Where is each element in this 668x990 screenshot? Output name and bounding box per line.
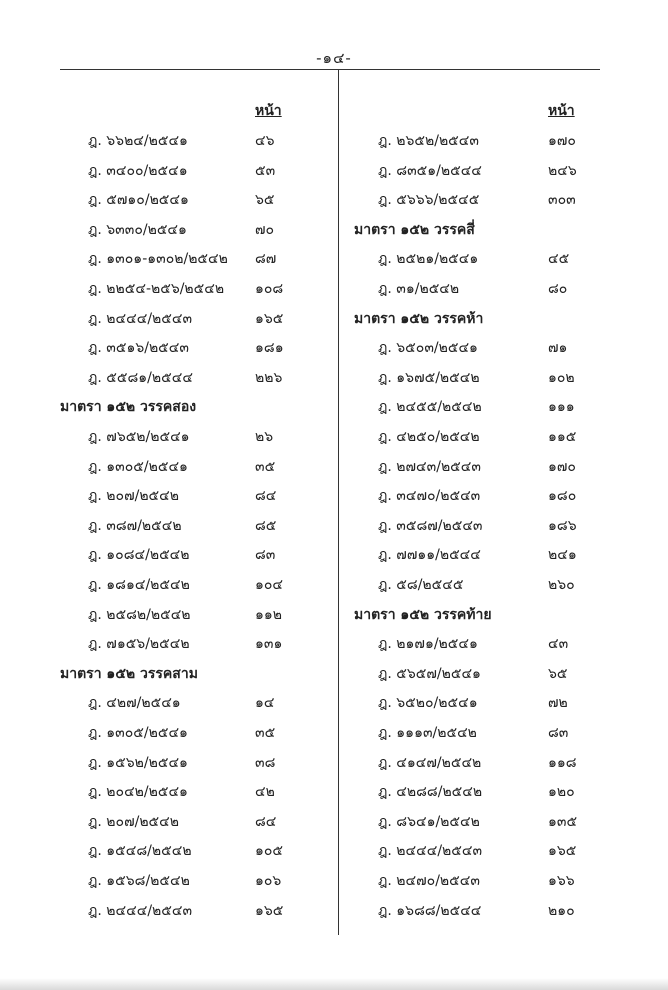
page-ref: ๑๘๖ [548, 517, 577, 534]
section-heading: มาตรา ๑๕๒ วรรคสี่ [354, 221, 475, 238]
page-ref: ๔๖ [255, 133, 275, 149]
column-divider [338, 70, 339, 935]
case-reference: ฎ. ๓๕๑๖/๒๕๔๓ [88, 340, 189, 357]
page-ref: ๑๖๕ [548, 843, 577, 860]
case-reference: ฎ. ๒๗๔๓/๒๕๔๓ [378, 458, 481, 475]
page-ref: ๑๓๑ [255, 636, 283, 653]
header-rule [60, 69, 600, 70]
page-ref: ๘๕ [255, 517, 277, 534]
page-ref: ๑๐๔ [255, 577, 284, 593]
case-reference: ฎ. ๘๖๔๑/๒๕๔๒ [378, 813, 480, 830]
case-reference: ฎ. ๕๖๕๗/๒๕๔๑ [378, 665, 481, 682]
page-ref: ๒๖๐ [548, 577, 575, 593]
page-ref: ๑๓๕ [548, 813, 578, 830]
right-page-header: หน้า [548, 103, 575, 119]
page-ref: ๑๔ [255, 695, 275, 712]
case-reference: ฎ. ๑๖๘๘/๒๕๔๔ [378, 902, 482, 919]
page-ref: ๑๘๐ [548, 488, 577, 505]
case-reference: ฎ. ๑๓๐๑-๑๓๐๒/๒๕๔๒ [88, 251, 228, 268]
page-ref: ๘๓ [548, 725, 569, 741]
page-ref: ๗๑ [548, 340, 568, 357]
section-heading: มาตรา ๑๕๒ วรรคห้า [354, 310, 484, 327]
case-reference: ฎ. ๖๕๐๓/๒๕๔๑ [378, 340, 478, 357]
page-ref: ๒๑๐ [548, 902, 575, 919]
case-reference: ฎ. ๕๗๑๐/๒๕๔๑ [88, 192, 189, 209]
page-ref: ๓๐๓ [548, 192, 576, 209]
scan-edge [0, 978, 668, 990]
page-ref: ๔๓ [548, 636, 569, 653]
case-reference: ฎ. ๘๓๕๑/๒๕๔๔ [378, 162, 482, 179]
page-ref: ๗๐ [255, 221, 275, 238]
case-reference: ฎ. ๒๔๔๔/๒๕๔๓ [378, 843, 483, 860]
case-reference: ฎ. ๖๖๒๔/๒๕๔๑ [88, 133, 188, 149]
page-ref: ๒๔๖ [548, 162, 577, 179]
case-reference: ฎ. ๓๘๗/๒๕๔๒ [88, 517, 182, 534]
page-ref: ๑๗๐ [548, 458, 576, 475]
page-number: -๑๔- [316, 49, 352, 67]
page-ref: ๘๐ [548, 281, 568, 297]
case-reference: ฎ. ๔๒๕๐/๒๕๔๒ [378, 429, 480, 445]
case-reference: ฎ. ๔๒๗/๒๕๔๑ [88, 695, 181, 712]
case-reference: ฎ. ๗๗๑๑/๒๕๔๔ [378, 547, 481, 564]
case-reference: ฎ. ๒๕๒๑/๒๕๔๑ [378, 251, 479, 268]
page-ref: ๕๓ [255, 162, 276, 179]
page-ref: ๑๐๘ [255, 281, 284, 297]
case-reference: ฎ. ๑๓๐๕/๒๕๔๑ [88, 725, 188, 741]
page-ref: ๑๗๐ [548, 133, 576, 149]
page-ref: ๑๐๖ [255, 873, 282, 889]
case-reference: ฎ. ๒๔๔๔/๒๕๔๓ [88, 902, 193, 919]
case-reference: ฎ. ๓๕๘๗/๒๕๔๓ [378, 517, 483, 534]
case-reference: ฎ. ๑๘๑๔/๒๕๔๒ [88, 577, 190, 593]
case-reference: ฎ. ๖๕๒๐/๒๕๔๑ [378, 695, 478, 712]
case-reference: ฎ. ๓๔๗๐/๒๕๔๓ [378, 488, 481, 505]
page-ref: ๑๖๖ [548, 873, 575, 889]
section-heading: มาตรา ๑๕๒ วรรคสาม [60, 665, 198, 682]
page-ref: ๘๔ [255, 813, 277, 830]
page-ref: ๑๖๕ [255, 310, 284, 327]
page-ref: ๖๕ [255, 192, 275, 209]
page-ref: ๑๑๕ [548, 429, 577, 445]
case-reference: ฎ. ๒๐๔๒/๒๕๔๑ [88, 784, 188, 801]
page-ref: ๑๐๒ [548, 369, 575, 386]
case-reference: ฎ. ๒๕๘๒/๒๕๔๒ [88, 606, 191, 623]
left-page-header: หน้า [255, 103, 282, 119]
case-reference: ฎ. ๓๔๐๐/๒๕๔๑ [88, 162, 188, 179]
case-reference: ฎ. ๒๑๗๑/๒๕๔๑ [378, 636, 478, 653]
page-ref: ๒๒๖ [255, 369, 283, 386]
case-reference: ฎ. ๑๑๑๓/๒๕๔๒ [378, 725, 477, 741]
page-ref: ๑๐๕ [255, 843, 284, 860]
case-reference: ฎ. ๒๐๗/๒๕๔๒ [88, 488, 179, 505]
case-reference: ฎ. ๑๕๖๘/๒๕๔๒ [88, 873, 190, 889]
section-heading: มาตรา ๑๕๒ วรรคสอง [60, 399, 197, 416]
case-reference: ฎ. ๔๑๔๗/๒๕๔๒ [378, 754, 482, 771]
case-reference: ฎ. ๑๕๖๒/๒๕๔๑ [88, 754, 188, 771]
case-reference: ฎ. ๒๔๗๐/๒๕๔๓ [378, 873, 480, 889]
case-reference: ฎ. ๓๑/๒๕๔๒ [378, 281, 460, 297]
page-ref: ๓๕ [255, 725, 276, 741]
case-reference: ฎ. ๕๖๖๖/๒๕๔๕ [378, 192, 480, 209]
case-reference: ฎ. ๒๔๔๔/๒๕๔๓ [88, 310, 193, 327]
case-reference: ฎ. ๑๓๐๕/๒๕๔๑ [88, 458, 188, 475]
section-heading: มาตรา ๑๕๒ วรรคท้าย [354, 606, 492, 623]
page-ref: ๔๒ [255, 784, 275, 801]
page-ref: ๘๗ [255, 251, 277, 268]
page-ref: ๘๓ [255, 547, 276, 564]
page-ref: ๑๑๘ [548, 754, 577, 771]
page-ref: ๒๖ [255, 429, 274, 445]
page-ref: ๘๔ [255, 488, 277, 505]
case-reference: ฎ. ๕๘/๒๕๔๕ [378, 577, 464, 593]
case-reference: ฎ. ๑๕๔๘/๒๕๔๒ [88, 843, 192, 860]
page-ref: ๑๘๑ [255, 340, 284, 357]
page-ref: ๑๒๐ [548, 784, 575, 801]
case-reference: ฎ. ๑๖๗๕/๒๕๔๒ [378, 369, 480, 386]
page-ref: ๑๖๕ [255, 902, 284, 919]
case-reference: ฎ. ๑๐๘๔/๒๕๔๒ [88, 547, 190, 564]
case-reference: ฎ. ๔๒๘๘/๒๕๔๒ [378, 784, 483, 801]
page-ref: ๒๔๑ [548, 547, 577, 564]
page-ref: ๑๑๑ [548, 399, 575, 416]
case-reference: ฎ. ๖๓๓๐/๒๕๔๑ [88, 221, 187, 238]
page-ref: ๑๑๒ [255, 606, 283, 623]
page-ref: ๓๕ [255, 458, 276, 475]
case-reference: ฎ. ๒๐๗/๒๕๔๒ [88, 813, 179, 830]
case-reference: ฎ. ๒๔๕๕/๒๕๔๒ [378, 399, 482, 416]
case-reference: ฎ. ๗๖๕๒/๒๕๔๑ [88, 429, 190, 445]
case-reference: ฎ. ๕๕๘๑/๒๕๔๔ [88, 369, 193, 386]
case-reference: ฎ. ๗๑๕๖/๒๕๔๒ [88, 636, 190, 653]
page-ref: ๗๒ [548, 695, 568, 712]
case-reference: ฎ. ๒๖๕๒/๒๕๔๓ [378, 133, 479, 149]
page-ref: ๓๘ [255, 754, 276, 771]
page-ref: ๔๕ [548, 251, 570, 268]
page-ref: ๖๕ [548, 665, 568, 682]
case-reference: ฎ. ๒๒๕๔-๒๕๖/๒๕๔๒ [88, 281, 225, 297]
